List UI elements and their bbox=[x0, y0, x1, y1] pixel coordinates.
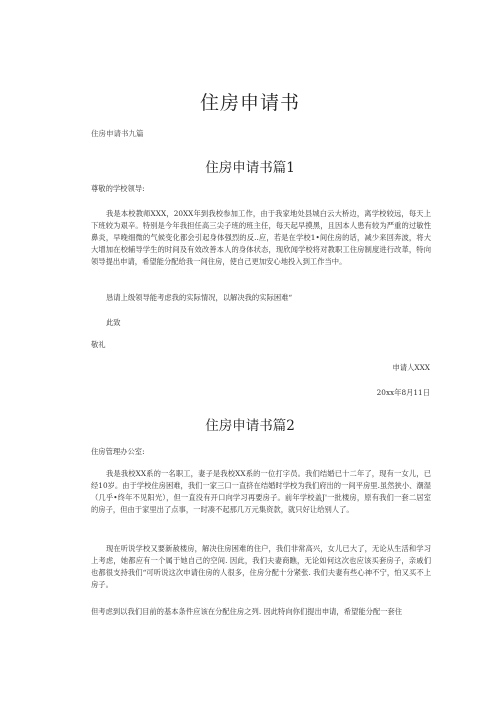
section1-paragraph-1: 我是本校教师XXX，20XX年到我校参加工作，由于我家地处县城白云大桥边，离学校较远，每天上下班较为艰辛。特别是今年我担任高三尖子班的班主任，每天起早摸黑，且因本人患有较为严重的过敏性鼻炎，早晚细微的气候变化都会引起身体强烈的反..应，若是在学校1•间住房的话，减少来回奔波，将大大增加在校辅导学生的时间及有效改善本人的身体状态，现欣闻学校将对教职工住房制度进行改革，特向领导提出申请，希望能分配给我一间住房，使自己更加安心地投入到工作当中。 bbox=[91, 209, 431, 266]
section2-paragraph-3: 但考虑到以我们目前的基本条件应该在分配住房之列. 因此特向你们提出申请，希望能分配一套住 bbox=[91, 607, 403, 616]
section1-heading: 住房申请书篇1 bbox=[205, 160, 295, 176]
document-title: 住房申请书 bbox=[199, 92, 300, 114]
section1-closing-1: 此致 bbox=[106, 318, 121, 327]
section2-heading: 住房申请书篇2 bbox=[205, 418, 295, 434]
section2-salutation: 住房管理办公室: bbox=[91, 447, 145, 456]
section1-salutation: 尊敬的学校领导: bbox=[91, 184, 145, 193]
section1-date: 20xx年8月11日 bbox=[376, 388, 430, 397]
section2-paragraph-1: 我是我校XX系的一名职工，妻子是我校XX系的一位打字员。我们结婚已十二年了，现有一女儿，已经10岁。由于学校住房困难，我们一家三口一直挤在结婚时学校为我们府出的一间平房里.虽然狭小、潮湿（几乎•终年不见阳光），但一直没有开口向学习再要房子。前年学校盖J'一批楼房，原有我们一套二居室的房子，但由于家里出了点事，一时凑不起那几万元集资款，就只好让给别人了。 bbox=[91, 469, 431, 514]
section1-paragraph-2: 恳请上级领导能考虑我的实际情况，以解决我的实际困难“ bbox=[106, 293, 293, 302]
section2-paragraph-2: 现在听说学校又要新赦楼房，解决住房困难的住户，我们非常高兴，女儿已大了，无论从生活和学习上考虑，她都应有一个属于她自己的空间. 因此，我们夫妻商瞧，无论如何这次也应该买套房子，亲戚们也都很支持我们“可听说这次申请住房的人很多，住房分配十分紧张. 我们夫妻有些心神不宁，怕又买不上房子。 bbox=[91, 544, 431, 589]
section1-signature: 申请人XXX bbox=[392, 363, 430, 372]
document-subtitle: 住房申请书九篇 bbox=[91, 129, 144, 138]
section1-closing-2: 敬礼 bbox=[91, 340, 106, 349]
